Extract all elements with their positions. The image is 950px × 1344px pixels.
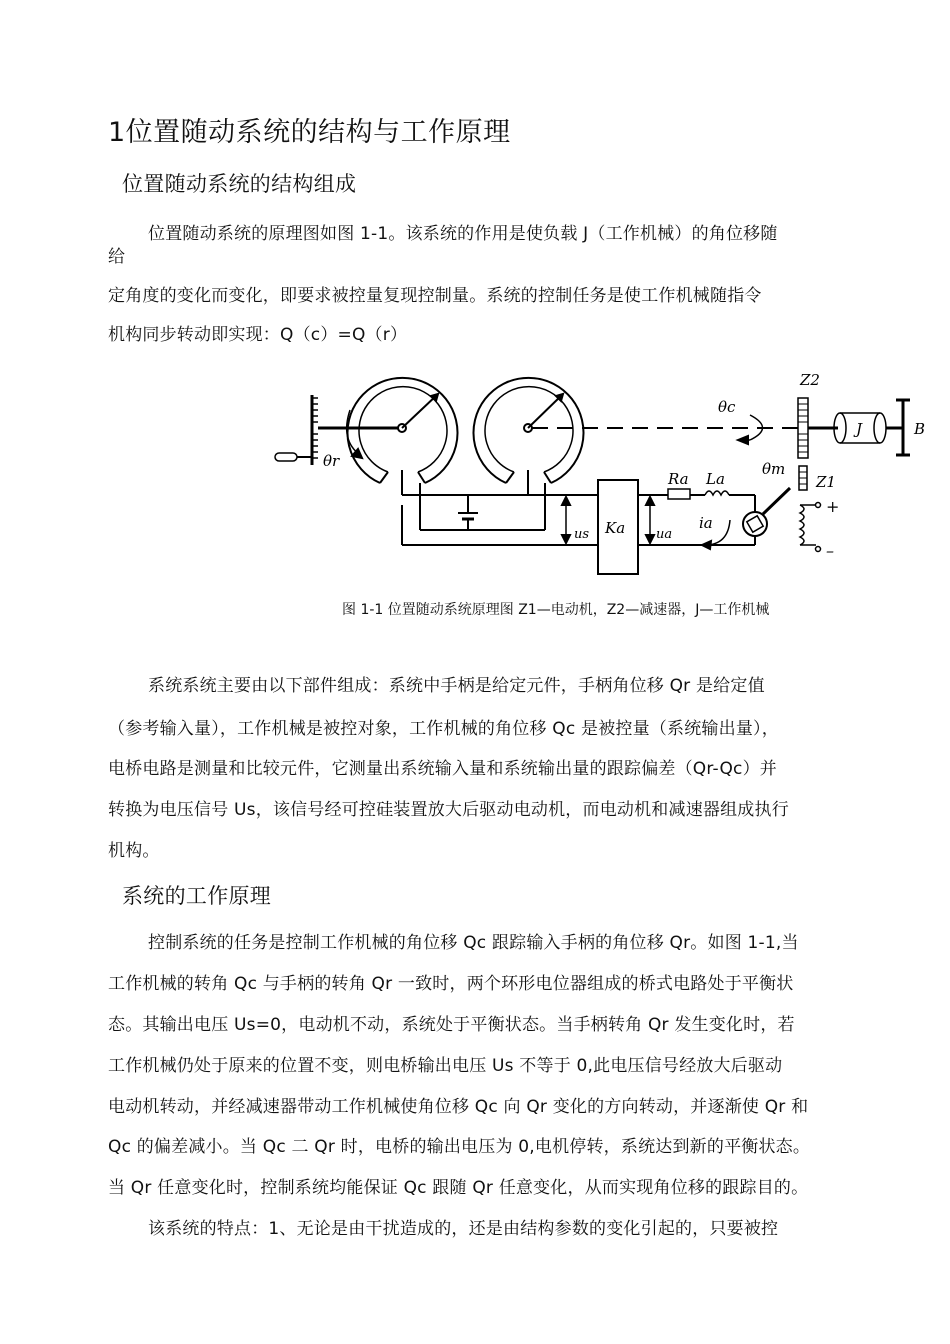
components-line-1: 系统系统主要由以下部件组成：系统中手柄是给定元件，手柄角位移 Qr 是给定值 xyxy=(148,676,765,696)
label-minus: – xyxy=(826,541,834,560)
section-heading-principle: 系统的工作原理 xyxy=(122,884,272,908)
schematic-diagram xyxy=(268,368,940,584)
label-z1: Z1 xyxy=(816,473,836,491)
principle-line-4: 工作机械仍处于原来的位置不变，则电桥输出电压 Us 不等于 0,此电压信号经放大后驱动 xyxy=(108,1056,783,1076)
label-theta-m: θm xyxy=(762,460,786,478)
label-ra: Ra xyxy=(668,470,689,488)
intro-line-2: 给 xyxy=(108,247,126,267)
intro-line-1: 位置随动系统的原理图如图 1-1。该系统的作用是使负载 J（工作机械）的角位移随 xyxy=(148,224,778,244)
principle-line-2: 工作机械的转角 Qc 与手柄的转角 Qr 一致时，两个环形电位器组成的桥式电路处于平衡状 xyxy=(108,974,794,994)
label-z2: Z2 xyxy=(800,371,820,389)
label-la: La xyxy=(706,470,725,488)
label-plus: + xyxy=(826,497,840,516)
chapter-heading: 1位置随动系统的结构与工作原理 xyxy=(108,117,511,148)
label-us: us xyxy=(574,527,590,542)
principle-line-5: 电动机转动，并经减速器带动工作机械使角位移 Qc 向 Qr 变化的方向转动，并逐渐使 Qr 和 xyxy=(108,1097,809,1117)
principle-line-3: 态。其输出电压 Us=0，电动机不动，系统处于平衡状态。当手柄转角 Qr 发生变化时，若 xyxy=(108,1015,795,1035)
label-theta-r: θr xyxy=(323,452,340,470)
components-line-2: （参考输入量），工作机械是被控对象，工作机械的角位移 Qc 是被控量（系统输出量）， xyxy=(108,719,779,739)
principle-line-7: 当 Qr 任意变化时，控制系统均能保证 Qc 跟随 Qr 任意变化，从而实现角位移的跟踪目的。 xyxy=(108,1178,809,1198)
components-line-4: 转换为电压信号 Us，该信号经可控硅装置放大后驱动电动机，而电动机和减速器组成执行 xyxy=(108,800,789,820)
section-heading-structure: 位置随动系统的结构组成 xyxy=(122,172,357,196)
components-line-3: 电桥电路是测量和比较元件，它测量出系统输入量和系统输出量的跟踪偏差（Qr-Qc）并 xyxy=(108,759,777,779)
intro-line-4: 机构同步转动即实现：Q（c）=Q（r） xyxy=(108,325,408,345)
label-ia: ia xyxy=(699,514,713,532)
figure-caption: 图 1-1 位置随动系统原理图 Z1—电动机，Z2—减速器，J—工作机械 xyxy=(342,602,770,618)
principle-line-6: Qc 的偏差减小。当 Qc 二 Qr 时，电桥的输出电压为 0,电机停转，系统达到新的平衡状态。 xyxy=(108,1137,811,1157)
intro-line-3: 定角度的变化而变化，即要求被控量复现控制量。系统的控制任务是使工作机械随指令 xyxy=(108,286,762,306)
components-line-5: 机构。 xyxy=(108,841,160,861)
label-b: B xyxy=(914,420,926,438)
label-j: J xyxy=(856,420,863,438)
principle-line-1: 控制系统的任务是控制工作机械的角位移 Qc 跟踪输入手柄的角位移 Qr。如图 1-1,当 xyxy=(148,933,799,953)
label-theta-c: θc xyxy=(718,398,736,416)
label-ua: ua xyxy=(656,527,673,542)
principle-line-8: 该系统的特点：1、无论是由干扰造成的，还是由结构参数的变化引起的，只要被控 xyxy=(148,1219,779,1239)
label-ka: Ka xyxy=(605,519,626,537)
